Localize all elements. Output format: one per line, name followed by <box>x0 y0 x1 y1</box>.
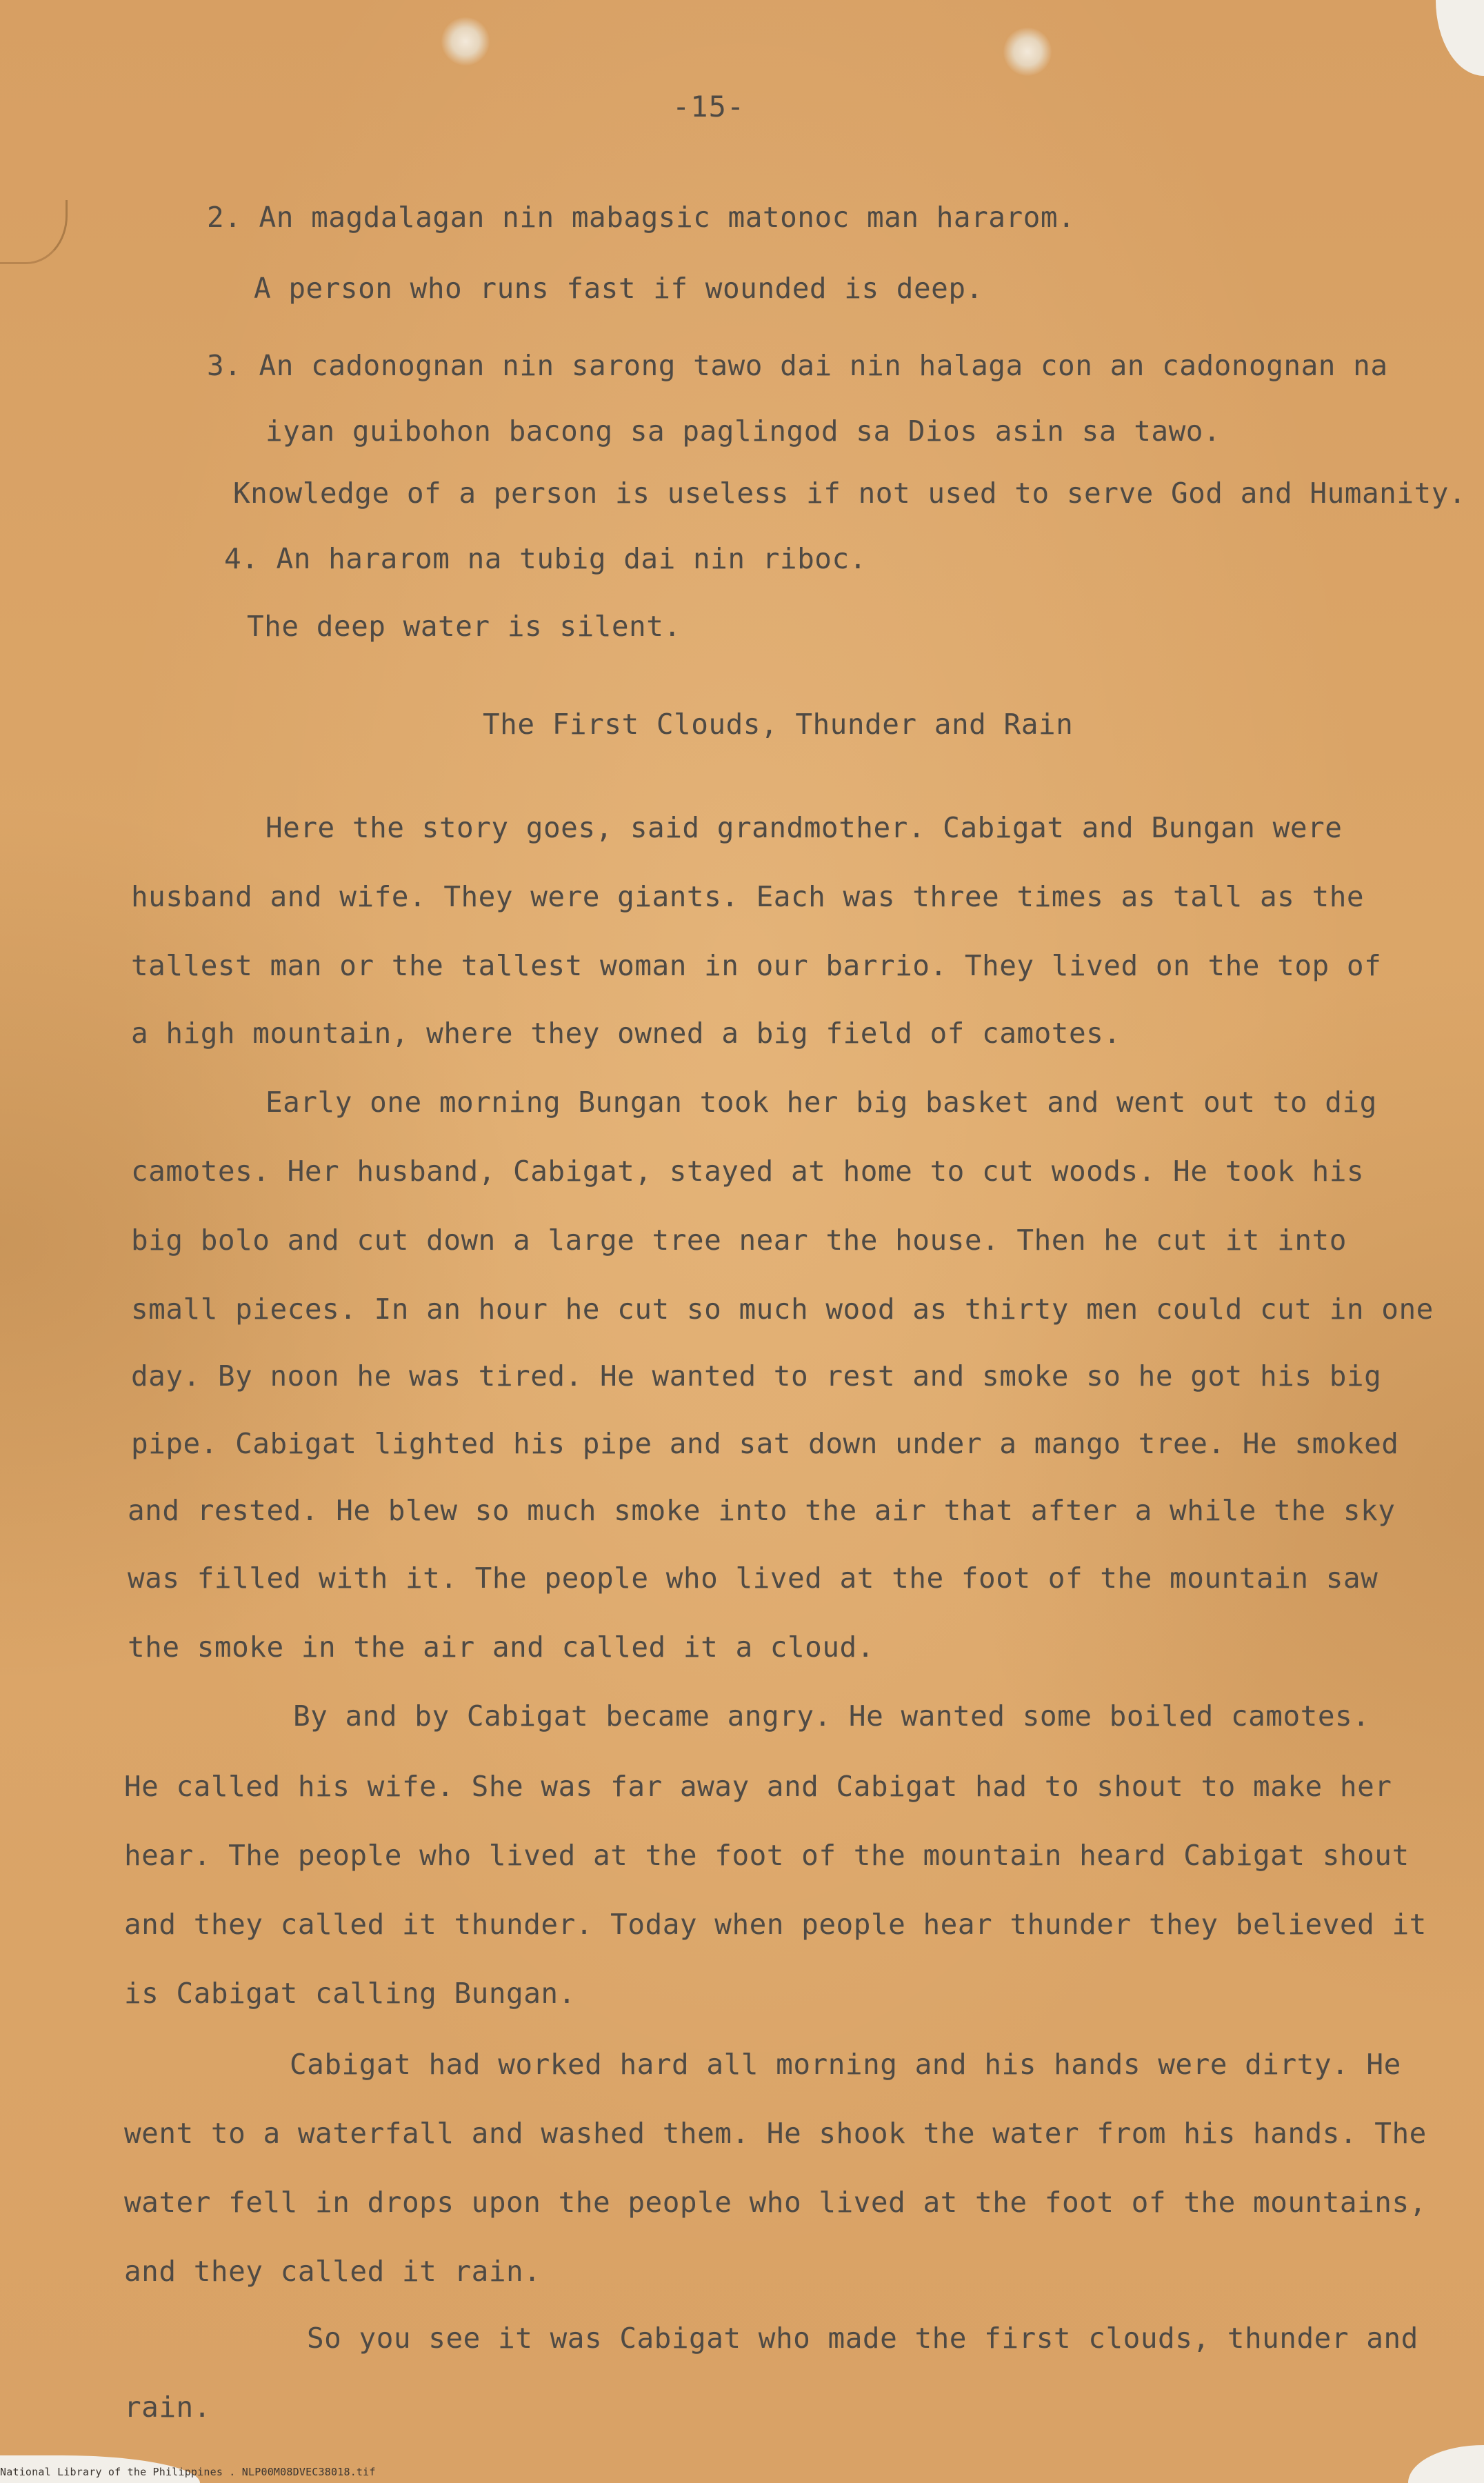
story-line: Early one morning Bungan took her big basket and went out to dig <box>265 1086 1377 1119</box>
torn-corner <box>1408 2445 1484 2483</box>
story-line: camotes. Her husband, Cabigat, stayed at home to cut woods. He took his <box>131 1155 1365 1188</box>
proverb-2: 2. An magdalagan nin mabagsic matonoc man hararom. <box>207 201 1076 234</box>
story-line: small pieces. In an hour he cut so much wood as thirty men could cut in one <box>131 1293 1434 1326</box>
story-title: The First Clouds, Thunder and Rain <box>483 708 1074 741</box>
torn-corner <box>1436 0 1484 76</box>
story-line: big bolo and cut down a large tree near the house. Then he cut it into <box>131 1224 1347 1257</box>
archive-footer: National Library of the Philippines . NLP00M08DVEC38018.tif <box>0 2466 376 2478</box>
proverb-3: 3. An cadonognan nin sarong tawo dai nin halaga con an cadonognan na <box>207 349 1388 382</box>
story-line: He called his wife. She was far away and Cabigat had to shout to make her <box>124 1770 1392 1803</box>
proverb-4-translation: The deep water is silent. <box>247 610 681 643</box>
paper-fold <box>0 200 68 264</box>
story-line: So you see it was Cabigat who made the first clouds, thunder and <box>307 2322 1418 2355</box>
story-line: the smoke in the air and called it a cloud. <box>128 1631 874 1664</box>
proverb-3-continued: iyan guibohon bacong sa paglingod sa Dios asin sa tawo. <box>265 415 1221 448</box>
proverb-4: 4. An hararom na tubig dai nin riboc. <box>224 542 867 575</box>
story-line: a high mountain, where they owned a big field of camotes. <box>131 1017 1121 1050</box>
story-line: and rested. He blew so much smoke into the air that after a while the sky <box>128 1494 1396 1527</box>
story-line: pipe. Cabigat lighted his pipe and sat down under a mango tree. He smoked <box>131 1427 1399 1460</box>
story-line: tallest man or the tallest woman in our barrio. They lived on the top of <box>131 949 1382 982</box>
story-line: Cabigat had worked hard all morning and his hands were dirty. He <box>290 2048 1401 2081</box>
page-number: -15- <box>672 90 745 123</box>
thumbtack-mark <box>1003 28 1052 76</box>
proverb-3-translation: Knowledge of a person is useless if not used to serve God and Humanity. <box>233 477 1467 510</box>
story-line: went to a waterfall and washed them. He shook the water from his hands. The <box>124 2117 1427 2150</box>
story-line: day. By noon he was tired. He wanted to rest and smoke so he got his big <box>131 1359 1382 1393</box>
story-line: rain. <box>124 2391 211 2424</box>
proverb-2-translation: A person who runs fast if wounded is deep. <box>254 272 983 305</box>
story-line: hear. The people who lived at the foot of the mountain heard Cabigat shout <box>124 1839 1410 1872</box>
thumbtack-mark <box>441 17 490 66</box>
story-line: By and by Cabigat became angry. He wanted some boiled camotes. <box>293 1699 1370 1733</box>
story-line: and they called it thunder. Today when people hear thunder they believed it <box>124 1908 1427 1941</box>
story-line: water fell in drops upon the people who lived at the foot of the mountains, <box>124 2186 1427 2219</box>
story-line: is Cabigat calling Bungan. <box>124 1977 576 2010</box>
story-line: and they called it rain. <box>124 2255 541 2288</box>
story-line: was filled with it. The people who lived at the foot of the mountain saw <box>128 1562 1378 1595</box>
story-line: husband and wife. They were giants. Each was three times as tall as the <box>131 880 1365 913</box>
story-line: Here the story goes, said grandmother. Cabigat and Bungan were <box>265 811 1343 844</box>
